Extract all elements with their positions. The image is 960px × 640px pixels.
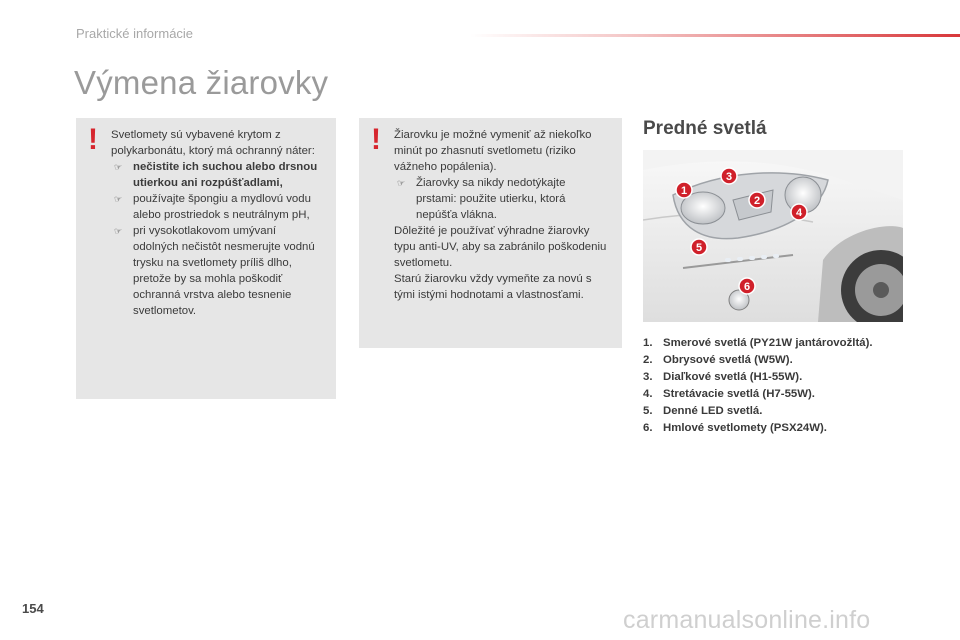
svg-text:1: 1 <box>680 185 688 197</box>
warning-icon: ! <box>88 123 98 156</box>
marker-6 <box>739 278 755 294</box>
bulb-legend <box>643 335 873 437</box>
pointing-hand-icon: ☞ <box>397 178 406 188</box>
warning-icon: ! <box>371 123 381 156</box>
svg-text:2: 2 <box>753 195 761 207</box>
list-item: 3. Diaľkové svetlá (H1-55W). <box>643 371 803 383</box>
list-item: 4. Stretávacie svetlá (H7-55W). <box>643 388 815 400</box>
list-item: ☞ Žiarovky sa nikdy nedotýkajte prstami: použite utierku, ktorá nepúšťa vlákna. <box>397 177 566 221</box>
pointing-hand-icon: ☞ <box>114 194 123 204</box>
list-item: ☞ nečistite ich suchou alebo drsnou utierkou ani rozpúšťadlami, <box>114 161 318 189</box>
warning-paragraph: Dôležité je používať výhradne žiarovky typu anti-UV, aby sa zabránilo poškodeniu svetlometu. <box>394 225 607 269</box>
warning-intro: Žiarovku je možné vymeniť až niekoľko minút po zhasnutí svetlometu (riziko vážneho popálenia). <box>394 129 592 173</box>
marker-5 <box>691 239 707 255</box>
list-item: 6. Hmlové svetlomety (PSX24W). <box>643 422 827 434</box>
marker-1 <box>676 182 692 198</box>
list-item: ☞ používajte špongiu a mydlovú vodu alebo prostriedok s neutrálnym pH, <box>114 193 311 221</box>
svg-text:6: 6 <box>743 281 751 293</box>
page-title: Výmena žiarovky <box>74 64 329 101</box>
warning-box-bulb <box>359 118 622 348</box>
warning-intro: Svetlomety sú vybavené krytom z polykarbonátu, ktorý má ochranný náter: <box>111 129 315 157</box>
header-divider <box>470 34 960 37</box>
warning-box-cleaning <box>76 118 336 399</box>
svg-text:4: 4 <box>795 207 803 219</box>
pointing-hand-icon: ☞ <box>114 162 123 172</box>
section-label: Praktické informácie <box>76 26 194 41</box>
warning-paragraph: Starú žiarovku vždy vymeňte za novú s tými istými hodnotami a vlastnosťami. <box>394 273 592 301</box>
page-number: 154 <box>22 601 44 616</box>
headlight-diagram <box>643 150 903 322</box>
marker-4 <box>791 204 807 220</box>
list-item: ☞ pri vysokotlakovom umývaní odolných nečistôt nesmerujte vodnú trysku na svetlomety príliš dlho, pretože by sa mohla poškodiť ochranná vrstva alebo tesnenie svetlometov. <box>114 225 315 317</box>
svg-text:5: 5 <box>695 242 703 254</box>
list-item: 5. Denné LED svetlá. <box>643 405 763 417</box>
car-front-illustration <box>643 150 903 322</box>
section-title: Predné svetlá <box>643 118 767 139</box>
watermark: carmanualsonline.info <box>623 606 871 634</box>
marker-2 <box>749 192 765 208</box>
marker-3 <box>721 168 737 184</box>
svg-text:3: 3 <box>725 171 733 183</box>
pointing-hand-icon: ☞ <box>114 226 123 236</box>
list-item: 1. Smerové svetlá (PY21W jantárovožltá). <box>643 337 873 349</box>
list-item: 2. Obrysové svetlá (W5W). <box>643 354 793 366</box>
